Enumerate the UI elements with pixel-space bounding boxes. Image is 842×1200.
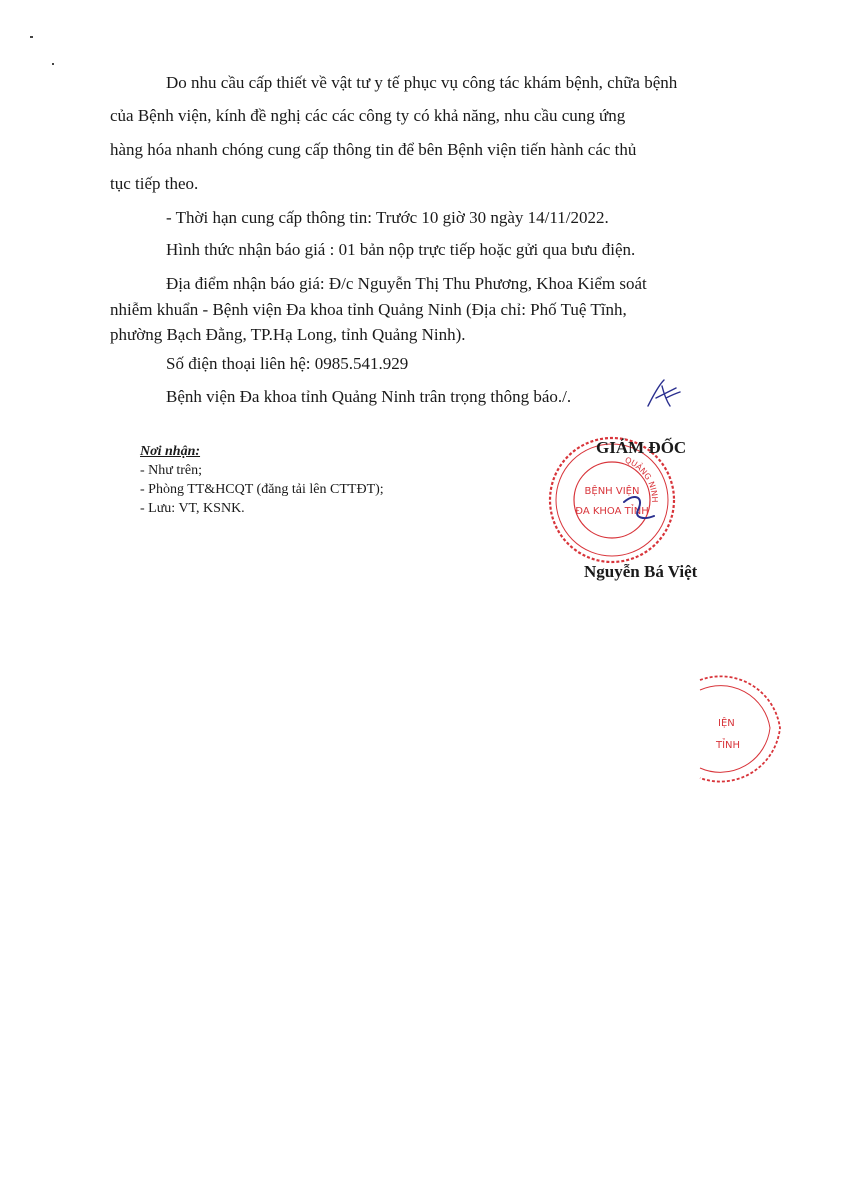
stamp-line-2: ĐA KHOA TỈNH: [575, 506, 649, 517]
recipients-title: Nơi nhận:: [140, 444, 201, 459]
intro-line-4: tục tiếp theo.: [110, 174, 199, 193]
scan-speck: [30, 36, 33, 38]
recipient-item: - Như trên;: [140, 463, 203, 478]
intro-line-1: Do nhu cầu cấp thiết về vật tư y tế phục vụ công tác khám bệnh, chữa bệnh: [166, 73, 678, 92]
stamp-line-1: BỆNH VIỆN: [584, 486, 640, 497]
recipient-item: - Lưu: VT, KSNK.: [140, 501, 245, 516]
scan-speck: [52, 63, 54, 65]
partial-stamp-line-2: TỈNH: [716, 740, 741, 751]
location-line-3: phường Bạch Đằng, TP.Hạ Long, tỉnh Quảng Ninh).: [110, 325, 466, 344]
signer-name: Nguyễn Bá Việt: [584, 562, 698, 581]
recipient-item: - Phòng TT&HCQT (đăng tải lên CTTĐT);: [140, 482, 384, 497]
initials-signature-mark: [642, 376, 682, 416]
location-line-1: Địa điểm nhận báo giá: Đ/c Nguyễn Thị Thu Phương, Khoa Kiểm soát: [166, 274, 647, 293]
signature-title: GIÁM ĐỐC: [596, 438, 687, 457]
closing-line: Bệnh viện Đa khoa tỉnh Quảng Ninh trân trọng thông báo./.: [166, 387, 572, 406]
location-line-2: nhiễm khuẩn - Bệnh viện Đa khoa tỉnh Quảng Ninh (Địa chỉ: Phố Tuệ Tĩnh,: [110, 300, 627, 319]
intro-line-2: của Bệnh viện, kính đề nghị các các công ty có khả năng, nhu cầu cung ứng: [110, 106, 626, 125]
recipients-block: [140, 442, 384, 518]
deadline-line: - Thời hạn cung cấp thông tin: Trước 10 giờ 30 ngày 14/11/2022.: [166, 208, 609, 227]
intro-line-3: hàng hóa nhanh chóng cung cấp thông tin để bên Bệnh viện tiến hành các thủ: [110, 140, 637, 159]
form-line: Hình thức nhận báo giá : 01 bản nộp trực tiếp hoặc gửi qua bưu điện.: [166, 240, 636, 259]
partial-stamp: [690, 668, 800, 788]
partial-stamp-line-1: IỆN: [718, 718, 735, 729]
phone-line: Số điện thoại liên hệ: 0985.541.929: [166, 354, 409, 373]
stamp-arc-text: QUẢNG NINH: [623, 455, 660, 503]
